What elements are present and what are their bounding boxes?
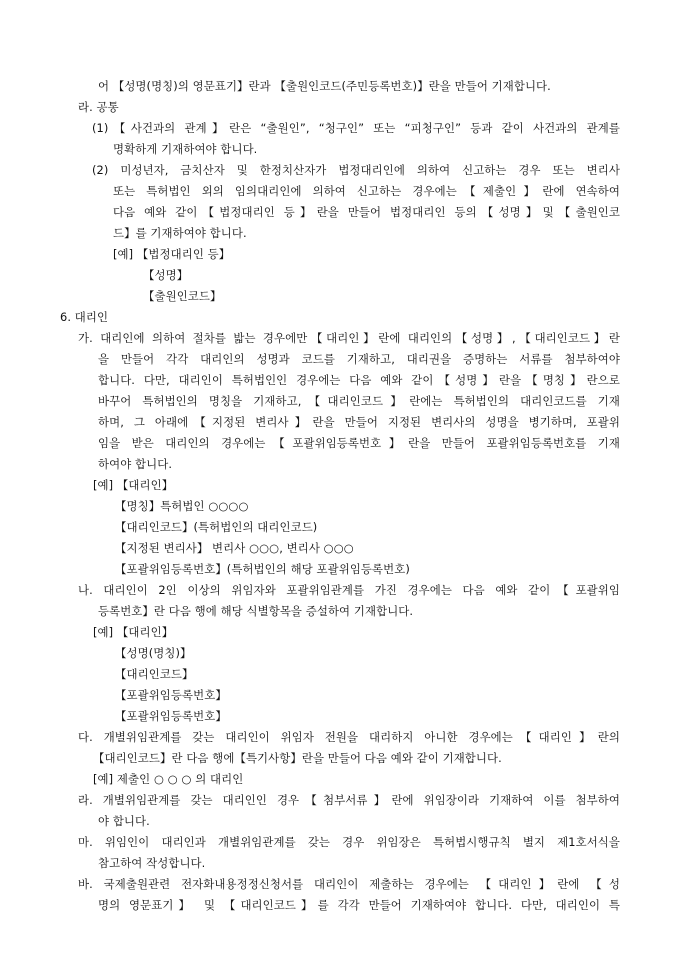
text-line: 바. 국제출원관련 전자화내용정정신청서를 대리인이 제출하는 경우에는 【대리인】란에 【성 bbox=[78, 877, 620, 891]
section-heading: 라. 공통 bbox=[78, 100, 119, 114]
text-line: 합니다. 다만, 대리인이 특허법인인 경우에는 다음 예와 같이【성명】란을【명칭】란으로 bbox=[98, 373, 620, 387]
example-line: [예] 【법정대리인 등】 bbox=[113, 247, 231, 261]
text-line: 바꾸어 특허법인의 명칭을 기재하고,【대리인코드】란에는 특허법인의 대리인코드를 기재 bbox=[98, 394, 620, 408]
example-line: 【대리인코드】(특허법인의 대리인코드) bbox=[115, 520, 318, 534]
text-line: (1)【사건과의 관계】란은 “출원인”, “청구인” 또는 “피청구인” 등과 같이 사건과의 관계를 bbox=[92, 121, 620, 135]
text-line: 어 【성명(명칭)의 영문표기】란과 【출원인코드(주민등록번호)】란을 만들어 기재합니다. bbox=[98, 79, 551, 93]
text-line: 가. 대리인에 의하여 절차를 밟는 경우에만【대리인】란에 대리인의【성명】,【대리인코드】란 bbox=[78, 331, 620, 345]
example-line: [예] 【대리인】 bbox=[93, 478, 174, 492]
example-line: 【성명】 bbox=[143, 268, 189, 282]
example-line: 【포괄위임등록번호】 bbox=[115, 688, 227, 702]
example-line: [예] 제출인 ○ ○ ○ 의 대리인 bbox=[93, 772, 244, 786]
text-line: 명의 영문표기】 및 【대리인코드】를 각각 만들어 기재하여야 합니다. 다만, 대리인이 특 bbox=[98, 898, 620, 912]
text-line: 드】를 기재하여야 합니다. bbox=[113, 226, 247, 240]
text-line: 야 합니다. bbox=[98, 814, 150, 828]
text-line: (2) 미성년자, 금치산자 및 한정치산자가 법정대리인에 의하여 신고하는 경우 또는 변리사 bbox=[92, 163, 620, 177]
text-line: 라. 개별위임관계를 갖는 대리인인 경우【첨부서류】란에 위임장이라 기재하여 이를 첨부하여 bbox=[78, 793, 620, 807]
text-line: 임을 받은 대리인의 경우에는【포괄위임등록번호】란을 만들어 포괄위임등록번호를 기재 bbox=[98, 436, 620, 450]
example-line: [예] 【대리인】 bbox=[93, 625, 174, 639]
text-line: 또는 특허법인 외의 임의대리인에 의하여 신고하는 경우에는【제출인】란에 연속하여 bbox=[113, 184, 620, 198]
text-line: 을 만들어 각각 대리인의 성명과 코드를 기재하고, 대리권을 증명하는 서류를 첨부하여야 bbox=[98, 352, 620, 366]
text-line: 나. 대리인이 2인 이상의 위임자와 포괄위임관계를 가진 경우에는 다음 예와 같이【포괄위임 bbox=[78, 583, 620, 597]
example-line: 【대리인코드】 bbox=[115, 667, 194, 681]
example-line: 【포괄위임등록번호】 bbox=[115, 709, 227, 723]
example-line: 【포괄위임등록번호】(특허법인의 해당 포괄위임등록번호) bbox=[115, 562, 410, 576]
example-line: 【성명(명칭)】 bbox=[115, 646, 192, 660]
example-line: 【출원인코드】 bbox=[143, 289, 222, 303]
text-line: 다음 예와 같이【법정대리인 등】란을 만들어 법정대리인 등의【성명】및【출원인코 bbox=[113, 205, 620, 219]
text-line: 명확하게 기재하여야 합니다. bbox=[113, 142, 258, 156]
text-line: 참고하여 작성합니다. bbox=[98, 856, 206, 870]
section-heading: 6. 대리인 bbox=[60, 310, 109, 324]
example-line: 【지정된 변리사】 변리사 ○○○, 변리사 ○○○ bbox=[115, 541, 354, 555]
text-line: 마. 위임인이 대리인과 개별위임관계를 갖는 경우 위임장은 특허법시행규칙 별지 제1호서식을 bbox=[78, 835, 620, 849]
text-line: 등록번호】란 다음 행에 해당 식별항목을 증설하여 기재합니다. bbox=[98, 604, 414, 618]
text-line: 【대리인코드】란 다음 행에【특기사항】란을 만들어 다음 예와 같이 기재합니다. bbox=[93, 751, 502, 765]
text-line: 하여야 합니다. bbox=[98, 457, 173, 471]
example-line: 【명칭】특허법인 ○○○○ bbox=[115, 499, 249, 513]
text-line: 다. 개별위임관계를 갖는 대리인이 위임자 전원을 대리하지 아니한 경우에는【대리인】란의 bbox=[78, 730, 620, 744]
text-line: 하며, 그 아래에【지정된 변리사】란을 만들어 지정된 변리사의 성명을 병기하며, 포괄위 bbox=[98, 415, 620, 429]
